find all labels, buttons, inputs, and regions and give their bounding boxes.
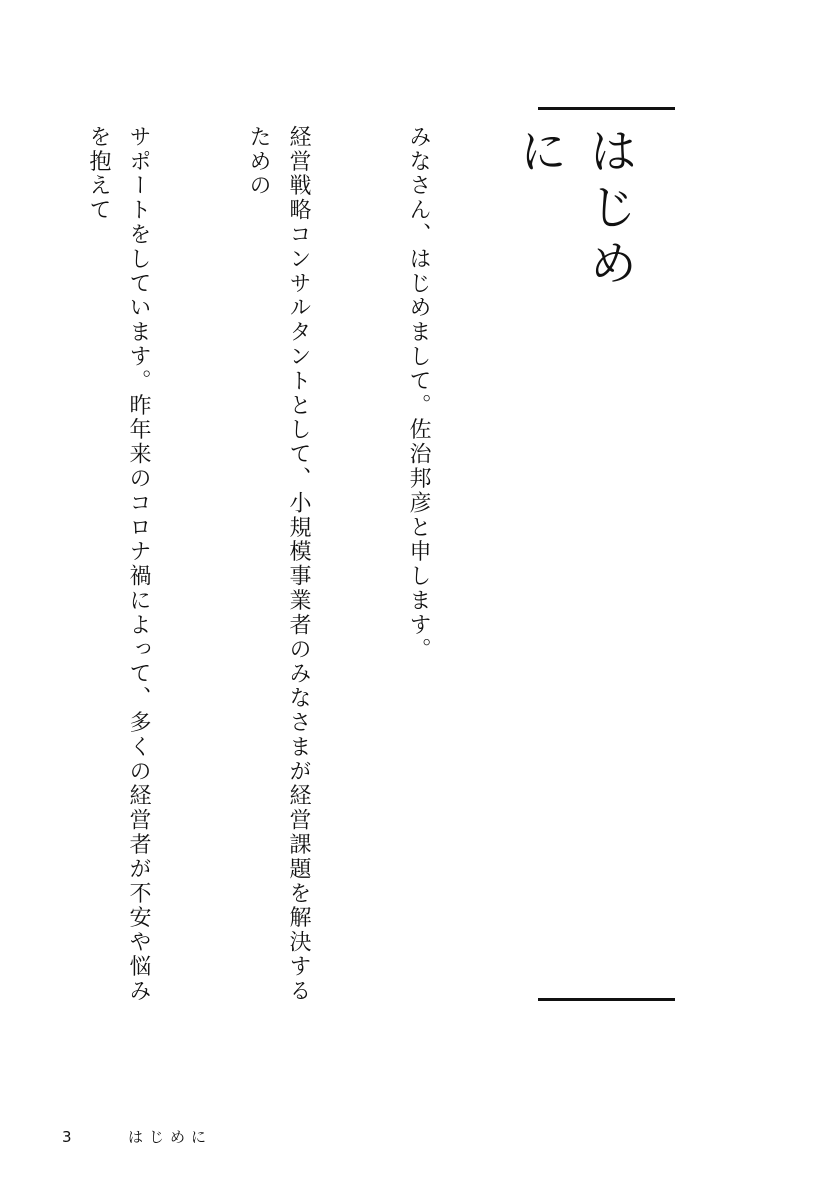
- body-line: 経営戦略コンサルタントとして、小規模事業者のみなさまが経営課題を解決するための: [246, 125, 311, 1004]
- body-line: みなさん、はじめまして。佐治邦彦と申します。: [406, 125, 431, 662]
- page-number: 3: [62, 1128, 72, 1146]
- body-text: [0, 125, 518, 1025]
- running-head: はじめに: [128, 1128, 213, 1146]
- chapter-title: はじめに: [511, 126, 637, 294]
- chapter-bottom-rule: [538, 998, 675, 1001]
- chapter-top-rule: [538, 107, 675, 110]
- body-line: サポートをしています。昨年来のコロナ禍によって、多くの経営者が不安や悩みを抱えて: [86, 125, 151, 1004]
